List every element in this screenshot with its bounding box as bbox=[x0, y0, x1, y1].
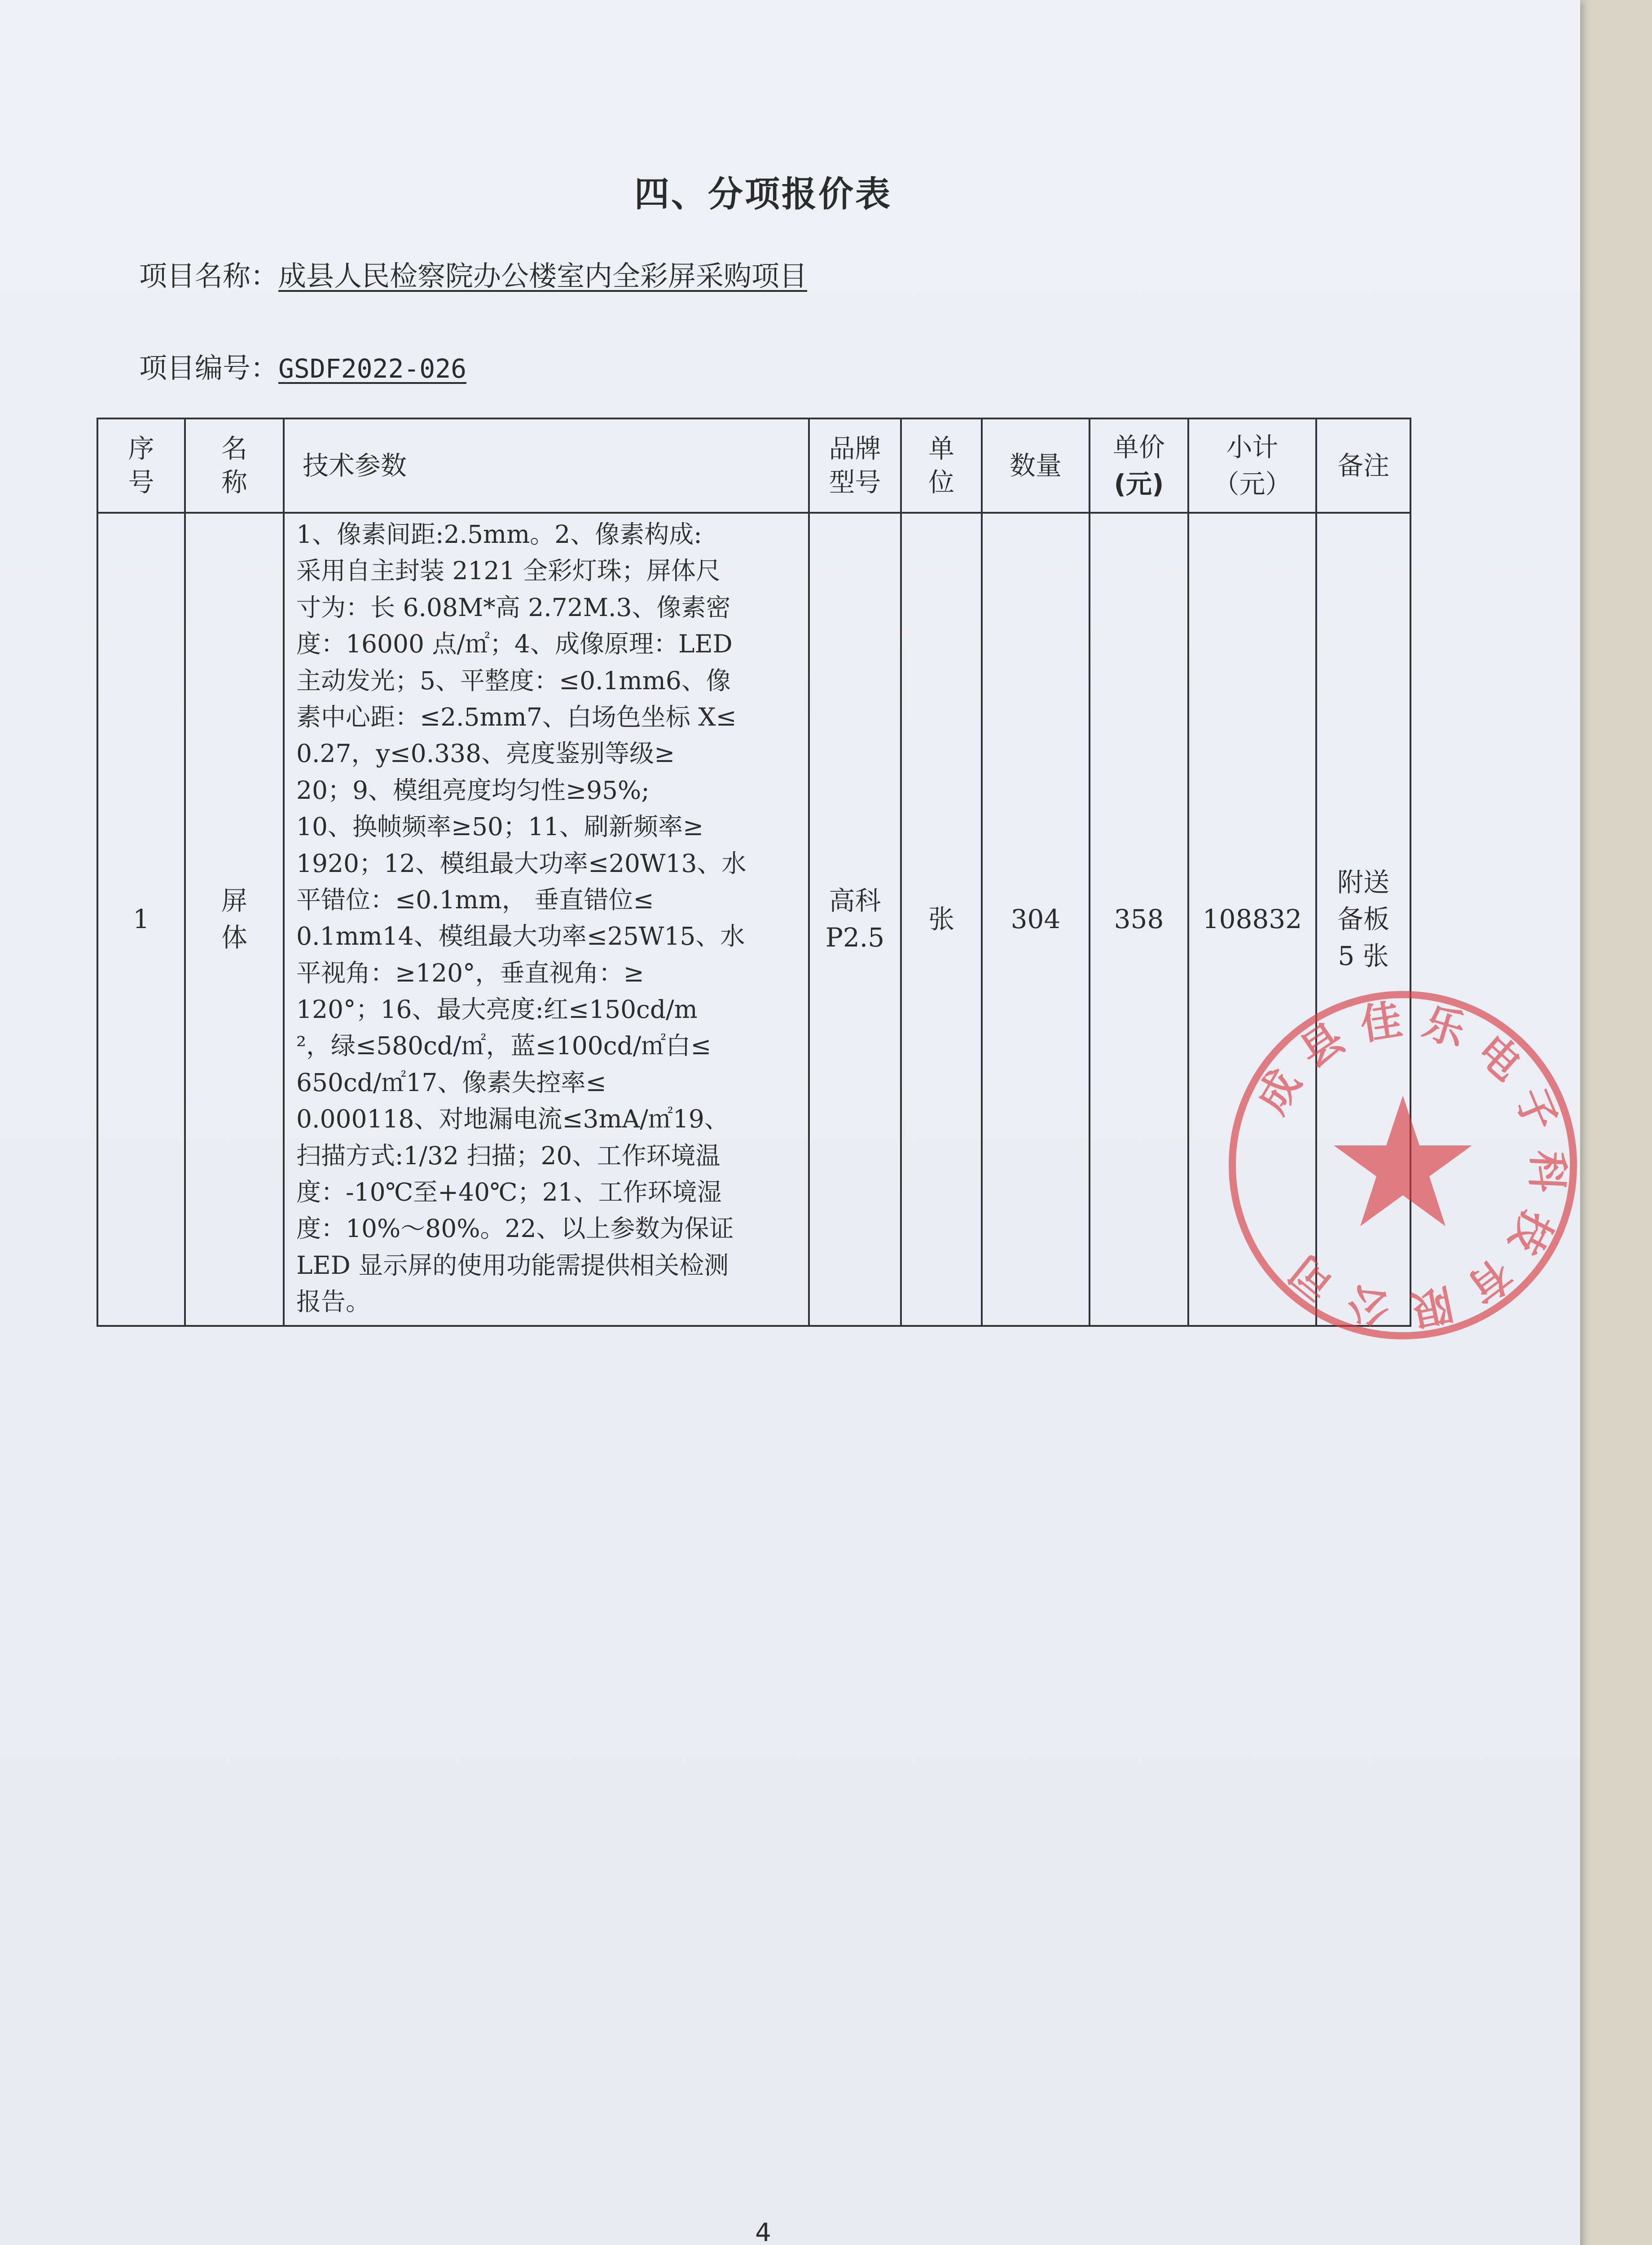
cell-remark: 附送 备板 5 张 bbox=[1316, 513, 1410, 1326]
header-name: 名称 bbox=[185, 418, 284, 513]
project-code-label: 项目编号： bbox=[139, 352, 279, 384]
cell-brand: 高科 P2.5 bbox=[809, 513, 901, 1326]
quote-table bbox=[97, 418, 1411, 1327]
page-title: 四、分项报价表 bbox=[634, 174, 892, 215]
header-brand: 品牌型号 bbox=[809, 418, 901, 513]
project-name-value: 成县人民检察院办公楼室内全彩屏采购项目 bbox=[278, 260, 808, 292]
cell-qty: 304 bbox=[982, 513, 1090, 1326]
cell-subtotal: 108832 bbox=[1188, 513, 1316, 1326]
header-price: 单价 (元) bbox=[1090, 418, 1188, 513]
cell-seq: 1 bbox=[97, 513, 185, 1326]
project-code-line bbox=[139, 346, 466, 386]
header-unit: 单位 bbox=[901, 418, 982, 513]
seal-text: 成县佳乐电子科技有限公司 bbox=[1248, 995, 1572, 1334]
header-subtotal: 小计 （元） bbox=[1188, 418, 1316, 513]
project-name-label: 项目名称： bbox=[139, 260, 279, 292]
cell-price: 358 bbox=[1090, 513, 1188, 1326]
header-qty: 数量 bbox=[982, 418, 1090, 513]
page-number: 4 bbox=[755, 2218, 771, 2245]
header-seq: 序号 bbox=[97, 418, 185, 513]
header-tech: 技术参数 bbox=[284, 418, 809, 513]
cell-name: 屏 体 bbox=[185, 513, 284, 1326]
cell-unit: 张 bbox=[901, 513, 982, 1326]
table-header-row bbox=[97, 418, 1410, 513]
project-code-value: GSDF2022-026 bbox=[278, 353, 467, 384]
table-row bbox=[97, 513, 1410, 1326]
cell-tech-params: 1、像素间距:2.5mm。2、像素构成: 采用自主封装 2121 全彩灯珠；屏体尺 寸为：长 6.08M*高 2.72M.3、像素密 度：16000 点/㎡；4、成像原理：LED 主动发光；5、平整度：≤0.1mm6、像 素中心距：≤2.5mm7、白场色坐标 X≤ 0.27，y≤0.338、亮度鉴别等级≥ 20；9、模组亮度均匀性≥95%; 10、换帧频率≥50；11、刷新频率≥ 1920；12、模组最大功率≤20W13、水 平错位：≤0.1mm， 垂直错位≤ 0.1mm14、模组最大功率≤25W15、水 平视角：≥120°，垂直视角：≥ 120°；16、最大亮度:红≤150cd/m ²，绿≤580cd/㎡，蓝≤100cd/㎡白≤ 650cd/㎡17、像素失控率≤ 0.000118、对地漏电流≤3mA/㎡19、 扫描方式:1/32 扫描；20、工作环境温 度：-10℃至+40℃；21、工作环境湿 度：10%～80%。22、以上参数为保证 LED 显示屏的使用功能需提供相关检测 报告。 bbox=[284, 513, 809, 1326]
header-remark: 备注 bbox=[1316, 418, 1410, 513]
project-name-line bbox=[139, 254, 807, 294]
